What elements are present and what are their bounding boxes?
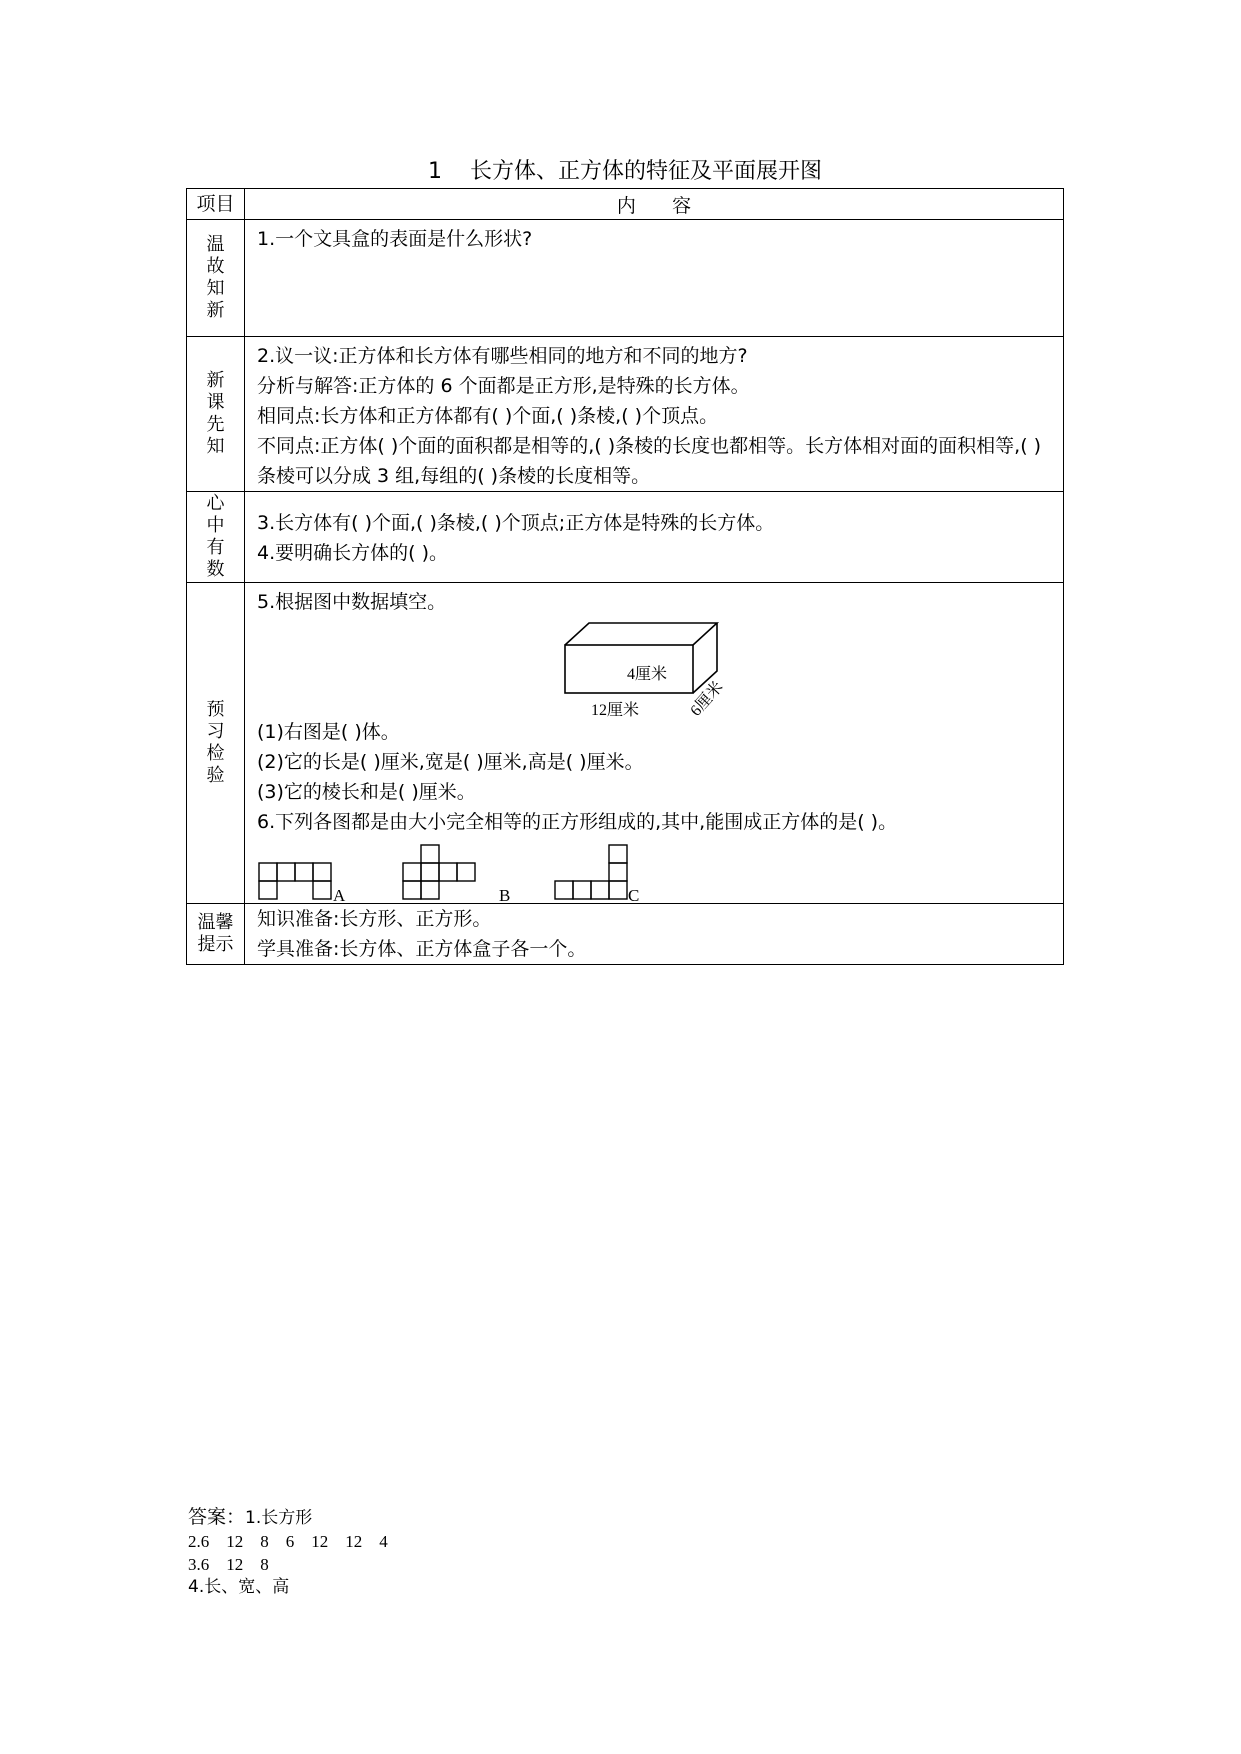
analysis-text: 分析与解答:正方体的 6 个面都是正方形,是特殊的长方体。 bbox=[257, 375, 750, 397]
cuboid-diagram bbox=[557, 621, 757, 721]
question-6: 6.下列各图都是由大小完全相等的正方形组成的,其中,能围成正方体的是( )。 bbox=[257, 811, 898, 833]
section-label-key-points: 心中有数 bbox=[187, 492, 245, 583]
section-content-review bbox=[245, 220, 1064, 337]
section-tips bbox=[187, 904, 1064, 965]
net-b bbox=[403, 845, 475, 899]
section-content-key-points bbox=[245, 492, 1064, 583]
differences-text: 不同点:正方体( )个面的面积都是相等的,( )条棱的长度也都相等。长方体相对面的面积相等,( )条棱可以分成 3 组,每组的( )条棱的长度相等。 bbox=[257, 435, 1042, 487]
cuboid-top-face bbox=[565, 623, 717, 645]
answer-1: 1.长方形 bbox=[245, 1508, 313, 1528]
knowledge-prep: 知识准备:长方形、正方形。 bbox=[257, 908, 492, 930]
net-label-b: B bbox=[499, 886, 511, 905]
net-label-a: A bbox=[333, 886, 346, 905]
answer-heading: 答案： bbox=[188, 1506, 246, 1528]
question-3: 3.长方体有( )个面,( )条棱,( )个顶点;正方体是特殊的长方体。 bbox=[257, 512, 775, 534]
net-label-c: C bbox=[628, 886, 640, 905]
net-a bbox=[259, 863, 331, 899]
length-label: 12厘米 bbox=[591, 702, 640, 719]
question-2: 2.议一议:正方体和长方体有哪些相同的地方和不同的地方? bbox=[257, 345, 748, 367]
section-review bbox=[187, 220, 1064, 337]
height-label: 4厘米 bbox=[627, 666, 668, 683]
question-4: 4.要明确长方体的( )。 bbox=[257, 542, 448, 564]
page-title: 1 长方体、正方体的特征及平面展开图 bbox=[428, 159, 822, 184]
tools-prep: 学具准备:长方体、正方体盒子各一个。 bbox=[257, 938, 587, 960]
cuboid-figure bbox=[257, 617, 1051, 720]
question-1: 1.一个文具盒的表面是什么形状? bbox=[257, 228, 533, 250]
width-label: 6厘米 bbox=[687, 678, 727, 720]
question-5-3: (3)它的棱长和是( )厘米。 bbox=[257, 781, 476, 803]
section-label-preview-check: 预习检验 bbox=[187, 583, 245, 904]
answer-key bbox=[188, 1506, 388, 1599]
table-header-row bbox=[187, 189, 1064, 220]
section-key-points bbox=[187, 492, 1064, 583]
section-content-tips bbox=[245, 904, 1064, 965]
cube-nets bbox=[257, 843, 1051, 903]
question-5-2: (2)它的长是( )厘米,宽是( )厘米,高是( )厘米。 bbox=[257, 751, 644, 773]
nets-diagram bbox=[257, 843, 717, 905]
worksheet-table bbox=[186, 188, 1064, 965]
section-content-new-lesson bbox=[245, 337, 1064, 492]
similarities-text: 相同点:长方体和正方体都有( )个面,( )条棱,( )个顶点。 bbox=[257, 405, 719, 427]
section-label-review: 温故知新 bbox=[187, 220, 245, 337]
question-5-1: (1)右图是( )体。 bbox=[257, 721, 400, 743]
section-label-tips: 温馨提示 bbox=[187, 904, 245, 965]
answer-2: 2.6 12 8 6 12 12 4 bbox=[188, 1532, 388, 1551]
answer-4: 4.长、宽、高 bbox=[188, 1577, 290, 1597]
question-5: 5.根据图中数据填空。 bbox=[257, 591, 447, 613]
section-new-lesson bbox=[187, 337, 1064, 492]
answer-3: 3.6 12 8 bbox=[188, 1555, 269, 1574]
header-item: 项目 bbox=[187, 189, 245, 220]
net-c bbox=[555, 845, 627, 899]
section-preview-check bbox=[187, 583, 1064, 904]
section-content-preview-check bbox=[245, 583, 1064, 904]
section-label-new-lesson: 新课先知 bbox=[187, 337, 245, 492]
header-content: 内 容 bbox=[245, 189, 1064, 220]
